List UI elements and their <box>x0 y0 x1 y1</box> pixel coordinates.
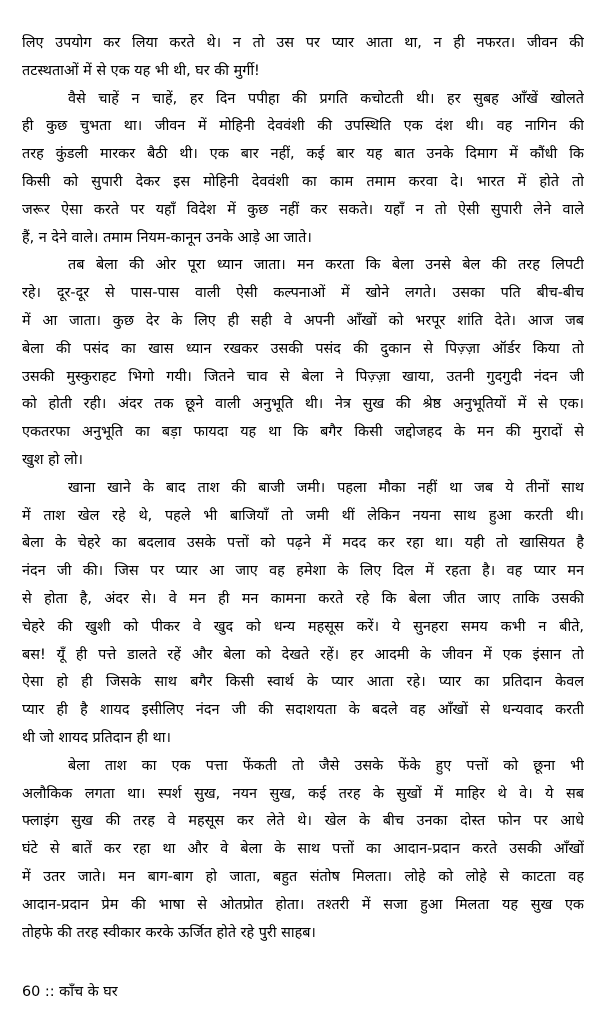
text-line: चेहरे की खुशी को पीकर वे खुद को धन्य महसूस करें। ये सुनहरा समय कभी न बीते, <box>22 618 584 635</box>
text-line: किसी को सुपारी देकर इस मोहिनी देववंशी का काम तमाम करवा दे। भारत में होते तो <box>22 173 584 190</box>
text-line: बस! यूँ ही पत्ते डालते रहें और बेला को देखते रहें। हर आदमी के जीवन में एक इंसान तो <box>22 646 584 663</box>
text-line: उसकी मुस्कुराहट भिगो गयी। जितने चाव से बेला ने पिज़्ज़ा खाया, उतनी गुदगुदी नंदन जी <box>22 368 584 385</box>
text-line: खुश हो लो। <box>22 451 84 468</box>
paragraph <box>22 753 584 948</box>
text-line: फ्लाइंग सुख की तरह वे महसूस कर लेते थे। खेल के बीच उनका दोस्त फोन पर आधे <box>22 813 584 830</box>
footer-separator: :: <box>44 984 55 1000</box>
paragraph <box>22 475 584 753</box>
text-line: बेला के चेहरे का बदलाव उसके पत्तों को पढ़ने में मदद कर रहा था। यही तो खासियत है <box>22 535 584 552</box>
paragraph <box>22 30 584 86</box>
text-line: में आ जाता। कुछ देर के लिए ही सही वे अपनी आँखों को भरपूर शांति देते। आज जब <box>22 312 584 329</box>
text-line: बेला ताश का एक पत्ता फेंकती तो जैसे उसके फेंके हुए पत्तों को छूना भी <box>68 757 584 774</box>
text-line: तब बेला की ओर पूरा ध्यान जाता। मन करता कि बेला उनसे बेल की तरह लिपटी <box>68 257 584 274</box>
text-line: तटस्थताओं में से एक यह भी थी, घर की मुर्गी! <box>22 62 260 79</box>
text-line: लिए उपयोग कर लिया करते थे। न तो उस पर प्यार आता था, न ही नफरत। जीवन की <box>22 35 584 51</box>
text-line: तरह कुंडली मारकर बैठी थी। एक बार नहीं, कई बार यह बात उनके दिमाग में कौंधी कि <box>22 146 584 163</box>
page-footer <box>22 982 118 1001</box>
text-line: प्यार ही है शायद इसीलिए नंदन जी की सदाशयता के बदले वह आँखों से धन्यवाद करती <box>22 702 584 719</box>
text-line: को होती रही। अंदर तक छूने वाली अनुभूति थी। नेत्र सुख की श्रेष्ठ अनुभूतियों में से एक। <box>22 396 584 413</box>
book-title: काँच के घर <box>59 984 118 1000</box>
paragraph <box>22 252 584 474</box>
text-line: ही कुछ चुभता था। जीवन में मोहिनी देववंशी की उपस्थिति एक दंश थी। वह नागिन की <box>22 118 584 135</box>
text-line: नंदन जी की। जिस पर प्यार आ जाए वह हमेशा के लिए दिल में रहता है। वह प्यार मन <box>22 563 584 580</box>
text-line: हैं, न देने वाले। तमाम नियम-कानून उनके आड़े आ जाते। <box>22 229 312 246</box>
text-line: वैसे चाहें न चाहें, हर दिन पपीहा की प्रगति कचोटती थी। हर सुबह आँखें खोलते <box>68 90 584 107</box>
text-line: घंटे से बातें कर रहा था और वे बेला के साथ पत्तों का आदान-प्रदान करते उसकी आँखों <box>22 841 584 858</box>
text-line: में ताश खेल रहे थे, पहले भी बाजियाँ तो जमी थीं लेकिन नयना साथ हुआ करती थी। <box>22 507 584 524</box>
text-line: अलौकिक लगता था। स्पर्श सुख, नयन सुख, कई तरह के सुखों में माहिर थे वे। ये सब <box>22 785 584 802</box>
text-line: एकतरफा अनुभूति का बड़ा फायदा यह था कि बगैर किसी जद्दोजहद के मन की मुरादों से <box>22 424 584 441</box>
text-line: में उतर जाते। मन बाग-बाग हो जाता, बहुत संतोष मिलता। लोहे को लोहे से काटता वह <box>22 868 584 885</box>
text-line: जरूर ऐसा करते पर यहाँ विदेश में कुछ नहीं कर सकते। यहाँ न तो ऐसी सुपारी लेने वाले <box>22 201 584 218</box>
text-line: से होता है, अंदर से। वे मन ही मन कामना करते रहे कि बेला जीत जाए ताकि उसकी <box>22 590 584 607</box>
page-body <box>22 30 584 947</box>
text-line: बेला की पसंद का खास ध्यान रखकर उसकी पसंद की दुकान से पिज़्ज़ा ऑर्डर किया तो <box>22 340 584 357</box>
text-line: तोहफे की तरह स्वीकार करके ऊर्जित होते रहे पुरी साहब। <box>22 924 316 941</box>
text-line: आदान-प्रदान प्रेम की भाषा से ओतप्रोत होता। तश्तरी में सजा हुआ मिलता यह सुख एक <box>22 896 584 913</box>
text-line: ऐसा हो ही जिसके साथ बगैर किसी स्वार्थ के प्यार आता रहे। प्यार का प्रतिदान केवल <box>22 674 584 691</box>
text-line: रहे। दूर-दूर से पास-पास वाली ऐसी कल्पनाओं में खोने लगते। उसका पति बीच-बीच <box>22 285 584 302</box>
paragraph <box>22 86 584 253</box>
text-line: थी जो शायद प्रतिदान ही था। <box>22 729 171 746</box>
text-line: खाना खाने के बाद ताश की बाजी जमी। पहला मौका नहीं था जब ये तीनों साथ <box>68 479 584 496</box>
page-number: 60 <box>22 984 41 1000</box>
